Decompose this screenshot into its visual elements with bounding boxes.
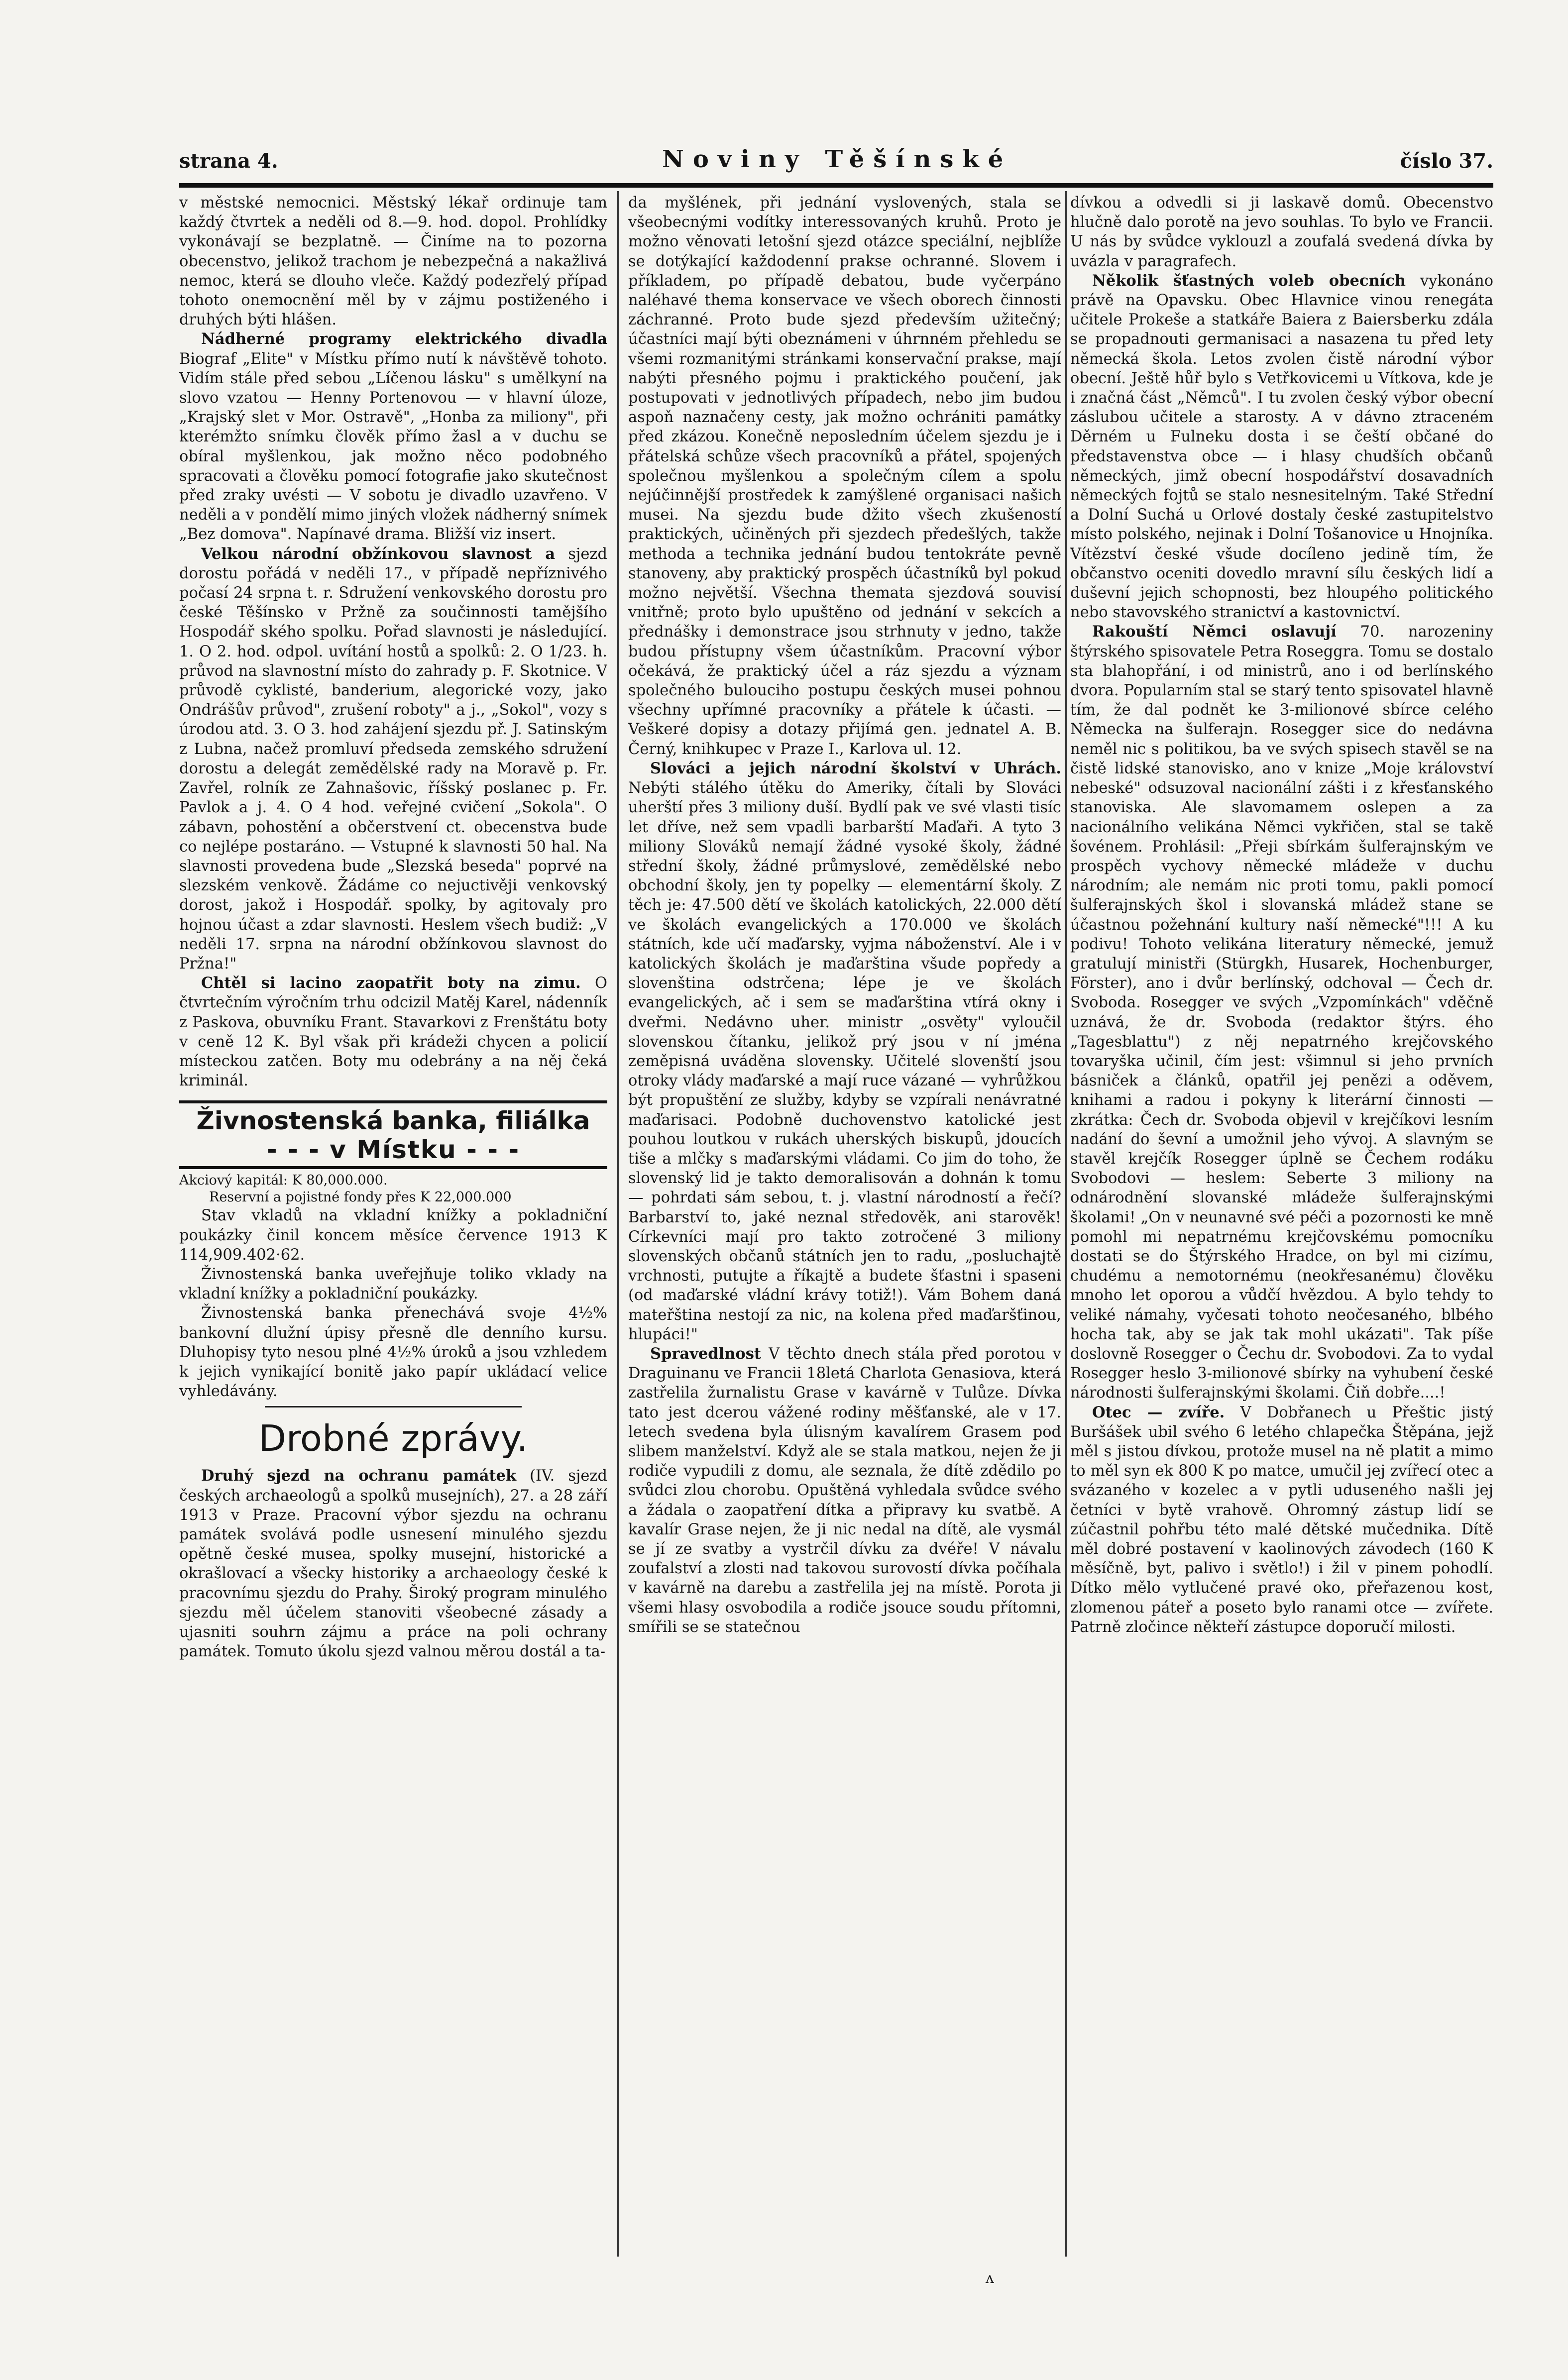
column-3 bbox=[1070, 193, 1493, 2264]
bank-text-3: Živnostenská banka přenechává svoje 4½% bankovní dlužní úpisy přesně dle denního kursu. Dluhopisy tyto nesou plné 4½% úroků a jsou vzhledem k jejich vynikající bonitě jako papír ukládací velice vyhledávány. bbox=[179, 1304, 607, 1401]
article-otec bbox=[1070, 1403, 1493, 1637]
bank-text-2: Živnostenská banka uveřejňuje toliko vklady na vkladní knížky a pokladniční poukázky. bbox=[179, 1265, 607, 1303]
article-otec-head: Otec — zvíře. bbox=[1092, 1403, 1225, 1421]
bank-advert-header bbox=[179, 1100, 607, 1169]
article-sjezd-body: (IV. sjezd českých archaeologů a spolků musejních), 27. a 28 září 1913 v Praze. Pracovní výbor sjezdu na ochranu památek svolává podle usnesení minulého sjezdu opětně české musea, spolky musejní, historické a okrašlovací a všecky historiky a archaeology české k pracovnímu sjezdu do Prahy. Široký program minulého sjezdu měl účelem stanoviti všeobecné zásady a ujasniti souhrn zájmu a práce na poli ochrany památek. Tomuto úkolu sjezd valnou měrou dostál a ta- bbox=[179, 1467, 607, 1661]
article-sjezd-cont: da myšlének, při jednání vyslovených, stala se všeobecnými vodítky interessovaných kruhů. Proto je možno věnovati letošní sjezd otázce speciální, nejblíže se dotýkající každodenní prakse ochranné. Slovem i příkladem, po případě debatou, bude vyčerpáno naléhavé themа konservace ve všech oborech činnosti záchranné. Proto bude sjezd především užitečný; účastníci mají býti obeznámeni v úhrnném přehledu se všemi rozmanitými stránkami konservační prakse, mají nabýti přesného pojmu i praktického poučení, jak postupovati v jednotlivých případech, nebo jim budou aspoň naznačeny cesty, jak možno ochrániti památky před zkázou. Konečně neposledním účelem sjezdu je i přátelská schůze všech pracovníků a přátel, spojených společnou myšlenkou a společným cílem a spolu nejúčinnější prostředek k zamýšlené organisaci našich musei. Na sjezdu bude džito všech zkušeností praktických, učiněných při sjezdech předešlých, takže methoda a technika jednání budou tentokráte pevně stanoveny, aby praktický prospěch účastníků byl pokud možno největší. Všechna themata sjezdová souvisí vnitřně; proto bylo upuštěno od jednání v sekcích a přednášky i demonstrace jsou strhnuty v jedno, takže budou přístupny všem účastníkům. Pracovní výbor očekává, že praktický účel a ráz sjezdu a význam společného bulouciho postupu českých musei pohnou všechny upřímné pracovníky a přátele k účasti. — Veškeré dopisy a dotazy přijímá gen. jednatel A. B. Černý, knihkupec v Praze I., Karlova ul. 12. bbox=[628, 194, 1061, 758]
article-sjezd bbox=[179, 1466, 607, 1661]
article-spravedlnost bbox=[628, 1344, 1061, 1637]
bank-text-1: Stav vkladů na vkladní knížky a pokladniční poukázky činil koncem měsíce července 1913 K 114,909.402·62. bbox=[179, 1207, 607, 1264]
article-volby bbox=[1070, 271, 1493, 623]
article-spravedlnost-head: Spravedlnost bbox=[650, 1344, 762, 1363]
column-1 bbox=[179, 193, 607, 2264]
header-rule bbox=[179, 183, 1493, 188]
article-slovaci-body: Nebýti stálého útěku do Ameriky, čítali by Slováci uherští přes 3 miliony duší. Bydlí pak ve své vlasti tisíc let dříve, než sem vpadli barbarští Maďaři. A tyto 3 miliony Slováků nemají žádné vysoké školy, žádné střední školy, žádné průmyslové, zemědělské nebo obchodní školy, jen ty popelky — elementární školy. Z těch je: 47.500 dětí ve školách katolických, 22.000 dětí ve školách evangelických a 170.000 ve školách státních, kde učí maďarsky, vyjma náboženství. Ale i v katolických školách je maďarština všude popředy a slovenština odstrčena; lépe je ve školách evangelických, ač i sem se maďarština vtírá okny i dveřmi. Nedávno uher. ministr „osvěty" vyloučil slovenskou čítanku, jelikož prý jsou v ní jména zeměpisná uváděna slovensky. Učitelé slovenští jsou otroky vlády maďarské a mají ruce vázané — vyhrůžkou být propuštění ze služby, kdyby se vzpírali nenávratné maďarisaci. Podobně duchovenstvo katolické jest pouhou loutkou v rukách uherských biskupů, jdoucích tiše a mlčky s maďarskými vládami. Co jim do toho, že slovenský lid je takto demoralisován a dohnán k tomu — pohrdati sám sebou, t. j. vlastní národností a řečí? Barbarství to, jaké neznal středověk, ani starověk! Církevníci mají pro takto zotročené 3 miliony slovenských občanů státních jen to radu, „posluchajtě vrchnosti, putujte a říkajtě a budete šťastni i spaseni (od maďarské vládní krávy totiž!). Vám Bohem daná mateřština nestojí za nic, na kolena před maďaršťinou, hlupáci!" bbox=[628, 779, 1061, 1343]
page-header bbox=[179, 145, 1493, 180]
column-rule-2 bbox=[1065, 191, 1067, 2257]
article-rosegger bbox=[1070, 622, 1493, 1403]
footer-mark: ʌ bbox=[986, 2270, 994, 2287]
column-rule-1 bbox=[617, 191, 619, 2257]
section-title-drobne: Drobné zprávy. bbox=[258, 1417, 528, 1460]
article-biograf-head: Nádherné programy elektrického divadla bbox=[201, 330, 607, 348]
article-spravedlnost-cont: dívkou a odvedli si ji laskavě domů. Obecenstvo hlučně dalo porotě na jevo souhlas. To bylo ve Francii. U nás by svůdce vyklouzl a zoufalá svedená dívka by uvázla v paragrafech. bbox=[1070, 194, 1493, 270]
bank-funds: Reservní a pojistné fondy přes K 22,000.000 bbox=[209, 1190, 512, 1205]
article-biograf-body: Biograf „Elite" v Místku přímo nutí k návštěvě tohoto. Vidím stále před sebou „Líčenou lásku" s umělkyní na slovo vzatou — Henny Portenovou — v hlavní úloze, „Krajský slet v Mor. Ostravě", „Honba za miliony", při kterémžto snímku člověk přímo žasl a v duchu se obíral myšlenkou, jak možno něco podobného spracovati a člověku pomocí fotografie jako skutečnost před zraky uvésti — V sobotu je divadlo uzavřeno. V neděli a v pondělí mimo jiných vložek nádherný snímek „Bez domova". Napínavé drama. Bližší viz insert. bbox=[179, 350, 607, 543]
article-rosegger-body: 70. narozeniny štýrského spisovatele Petra Roseggra. Tomu se dostalo sta blahopřání, i od ministrů, ano i od berlínského dvora. Popularním stal se starý tento spisovatel hlavně tím, že dal podnět ke 3-milionové sbírce celého Německa na šulferajn. Rosegger sice do nedávna neměl nic s politikou, ba ve svých spisech stavěl se na čistě lidské stanovisko, ano v knize „Moje království nebeské" odsuzoval nacionální zášti i z křesťanského stanoviska. Ale slavomamem oslepen a za nacionálního velikána Němci vykřičen, stal se takě šovénem. Prohlásil: „Přeji sbírkám šulferajnským ve prospěch vychovy německé mládeže v duchu národním; ale nemám nic proti tomu, pakli pomocí šulferajnských škol i slovanská mládež stane se účastnou požehnání kultury naší německé"!!! A ku podivu! Tohoto velikána literatury německé, jemuž gratulují ministři (Stürgkh, Husarek, Hochenburger, Förster), ano i dvůr berlínský, odchoval — Čech dr. Svoboda. Rosegger ve svých „Vzpomínkách" vděčně uznává, že dr. Svoboda (redaktor štýrs. ého „Tagesblattu") z něj nepatrného krejčovského tovaryška učinil, čím jest: všimnul si jeho prvních básniček a článků, opatřil jej penězi a oděvem, knihami a radou i pokyny k literární činnosti — zkrátka: Čech dr. Svoboda objevil v krejčíkovi lesním nadání do ševní a umožnil jeho vývoj. A slavným se stavěl krejčík Rosegger úplně se Čechem rodáku Svobodovi — heslem: Seberte 3 miliony na odnárodnění slovanské mládeže šulferajnskými školami! „On v neunavné své péči a pozornosti ke mně pomohl mi nepatrnému krejčovskému pomocníku dostati se do Štýrského Hradce, on byl mi cizímu, chudému a nemotornému (neokřesanému) člověku mnoho let oporou a vůdčí hvězdou. A bylo tehdy to veliké námahy, vyčesati tohoto neočesaného, blbého hocha tak, aby se jak tak mohl ukázati". Tak píše doslovně Rosegger o Čechu dr. Svobodovi. Za to vydal Rosegger heslo 3-milionové sbírky na vyhubení české národnosti šulferajnskými školami. Čiň dobře....! bbox=[1070, 623, 1493, 1402]
article-rosegger-head: Rakouští Němci oslavují bbox=[1092, 623, 1337, 641]
article-sjezd-head: Druhý sjezd na ochranu památek bbox=[201, 1467, 517, 1485]
page-number: strana 4. bbox=[179, 149, 278, 173]
bank-subtitle: - - - v Místku - - - bbox=[266, 1135, 520, 1165]
article-spravedlnost-body: V těchto dnech stála před porotou v Draguinanu ve Francii 18letá Charlota Genasiova, která zastřelila žurnalistu Grase v kavárně v Tulůze. Dívka tato jest dcerou vážené rodiny měšťanské, ale v 17. letech svedena byla úlisným kavalírem Grasem pod slibem manželství. Když ale se stala matkou, nejen že ji rodiče vypudili z domu, ale seznala, že dítě zdědilo po svůdci zlou chorobu. Opuštěná vyhledala svůdce svého a žádala o zaopatření dítka a připravy ku svatbě. A kavalír Grase nejen, že ji nic nedal na dítě, ale vysmál se jí ze svatby a vystrčil dívku za dvéře! V návalu zoufalství a zlosti nad takovou surovostí dívka počíhala v kavárně na darebu a zastřelila jej na místě. Porota ji všemi hlasy osvobodila a rodiče jsouce soudu přítomni, smířili se se statečnou bbox=[628, 1345, 1061, 1636]
section-divider bbox=[265, 1406, 522, 1407]
article-otec-body: V Dobřanech u Přeštic jistý Buršášek ubil svého 6 letého chlapečka Štěpána, jejž měl s jistou dívkou, protože musel na ně platit a mimo to měl syn ek 800 K po matce, umučil jej zvířecí otec a svázaného v kozelec a v pytli uduseného našli jej četníci v bytě vrahově. Ohromný zástup lidí se zúčastnil pohřbu této malé dětské mučednika. Dítě měl dobré postavení v kaolinových závodech (160 K měsíčně, byt, palivo i světlo!) i žil v pinem pohodlí. Dítko mělo vytlučené pravé oko, přeřazenou kost, zlomenou páteř a poseto bylo ranami otce — zvířete. Patrně zločince někteří zástupce doporučí milosti. bbox=[1070, 1404, 1493, 1636]
article-volby-body: vykonáno právě na Opavsku. Obec Hlavnice vinou renegáta učitele Prokeše a statkáře Baiera z Baiersberku zdála se propadnouti germanisaci a nasazena tu před lety německá škola. Letos zvolen čistě národní výbor obecní. Ještě hůř bylo s Vetřkovicemi u Vítkova, kde je i značná část „Němců". I tu zvolen český výbor obecní záslubou učitele a starosty. A v dávno ztraceném Děrném u Fulneku dosta i se čeští občané do představenstva obce — i hlasy chudších občanů německých, jimž obecní hospodářství dosavadních německých fojtů se stalo nesnesitelným. Také Střední a Dolní Suchá u Orlové dostaly české zastupitelstvo místo polského, nejinak i Dolní Tošanovice u Hnojníka. Vítězství české všude docíleno jedině tím, že občanstvo oceniti dovedlo mravní sílu českých lidí a duševní jejich schopnosti, bez hloupého politického nebo stavovského stranictví a kastovnictví. bbox=[1070, 272, 1493, 622]
article-slavnost-head: Velkou národní obžínkovou slavnost a bbox=[201, 544, 556, 563]
issue-number: číslo 37. bbox=[1400, 149, 1493, 173]
article-slavnost bbox=[179, 544, 607, 974]
newspaper-title: Noviny Těšínské bbox=[662, 145, 1012, 173]
article-slovaci-head: Slováci a jejich národní školství v Uhrách. bbox=[650, 759, 1061, 777]
column-2 bbox=[628, 193, 1061, 2264]
article-boty-head: Chtěl si lacino zaopatřit boty na zimu. bbox=[201, 974, 581, 992]
bank-title: Živnostenská banka, filiálka bbox=[196, 1106, 590, 1136]
article-slavnost-body: sjezd dorostu pořádá v neděli 17., v případě nepříznivého počasí 24 srpna t. r. Sdružení venkovského dorostu pro české Těšínsko v Pržně za součinnosti tamějšího Hospodář ského spolku. Pořad slavnosti je následující. 1. O 2. hod. odpol. uvítání hostů a spolků: 2. O 1/23. h. průvod na slavnostní místo do zahrady p. F. Skotnice. V průvodě cyklisté, banderium, alegorické vozy, jako Ondrášův průvod", zrušení roboty" a j., „Sokol", vozy s úrodou atd. 3. O 3. hod zahájení sjezdu př. J. Satinským z Lubna, načež promluví předseda zemského sdružení dorostu a delegát zemědělské rady na Moravě p. Fr. Zavřel, rolník ze Zahnašovic, říšský poslanec p. Fr. Pavlok a j. 4. O 4 hod. veřejné cvičení „Sokola". O zábavn, pohostění a občerstvení ct. obecenstva bude co nejlépe postaráno. — Vstupné k slavnosti 50 hal. Na slavnosti provedena bude „Slezská beseda" poprvé na slezském venkově. Žádáme co nejuctivěji venkovský dorost, jakož i Hospodář. spolky, by agitovaly pro hojnou účast a zdar slavnosti. Heslem všech budiž: „V neděli 17. srpna na národní obžínkovou slavnost do Pržna!" bbox=[179, 545, 607, 973]
article-slovaci bbox=[628, 759, 1061, 1344]
bank-capital: Akciový kapitál: K 80,000.000. bbox=[179, 1173, 388, 1189]
article-volby-head: Několik šťastných voleb obecních bbox=[1092, 271, 1406, 290]
article-boty bbox=[179, 974, 607, 1090]
article-hospital: v městské nemocnici. Městský lékař ordinuje tam každý čtvrtek a neděli od 8.—9. hod. dopol. Prohlídky vykonávají se bezplatně. — Činíme na to pozorna obecenstvo, jelikož trachom je nebezpečná a nakažlivá nemoc, která se dlouho vleče. Každý podezřelý případ tohoto onemocnění měl by v zájmu postiženého i druhých býti hlášen. bbox=[179, 194, 607, 329]
article-biograf bbox=[179, 329, 607, 544]
article-boty-body: O čtvrtečním výročním trhu odcizil Matěj Karel, nádenník z Paskova, obuvníku Frant. Stavarkovi z Frenštátu boty v ceně 12 K. Byl však při krádeži chycen a policií místeckou zatčen. Boty mu odebrány a na něj čeká kriminál. bbox=[179, 974, 607, 1090]
